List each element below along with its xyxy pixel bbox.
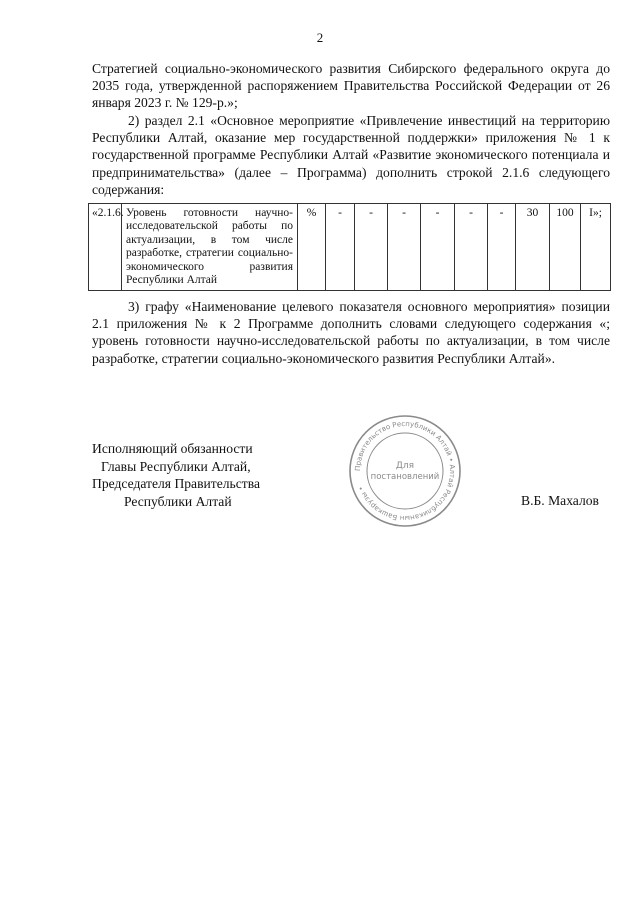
- unit-cell: %: [298, 204, 326, 291]
- position-line: Председателя Правительства: [92, 476, 260, 492]
- stamp-inner-ring: [367, 433, 443, 509]
- paragraph-section-2-1: [92, 112, 610, 198]
- value-cell: -: [355, 204, 388, 291]
- table-row: [89, 204, 611, 291]
- value-cell: I»;: [581, 204, 611, 291]
- paragraph-text: 3) графу «Наименование целевого показателя основного мероприятия» позиции 2.1 приложения № к 2 Программе дополнить словами следующего содержания «; уровень готовности научно-исследовательской работы по актуализации, в том числе разработке, стратегии социально-экономического развития Республики Алтай».: [92, 299, 610, 366]
- indicator-name-cell: Уровень готовности научно-исследовательской работы по актуализации, в том числе разработке, стратегии социально-экономического развития Республики Алтай: [122, 204, 298, 291]
- paragraph-text: Стратегией социально-экономического развития Сибирского федерального округа до 2035 года, утвержденной распоряжением Правительства Российской Федерации от 26 января 2023 г. № 129-р.»;: [92, 61, 610, 111]
- stamp-center-text: Для: [395, 461, 415, 471]
- value-cell: -: [455, 204, 488, 291]
- position-line: Исполняющий обязанности: [92, 441, 253, 456]
- value-cell: -: [326, 204, 355, 291]
- paragraph-column-amendment: [92, 298, 610, 367]
- signatory-position: [92, 440, 260, 510]
- row-number-cell: «2.1.6.: [89, 204, 122, 291]
- position-line: Республики Алтай: [124, 493, 232, 509]
- stamp-ring-text: Правительство Республики Алтай • Алтай Республиканын Башкарузы •: [353, 419, 457, 523]
- page-number: 2: [316, 30, 324, 45]
- indicator-table: [88, 203, 611, 291]
- signatory-name: В.Б. Махалов: [521, 493, 599, 508]
- position-line: Главы Республики Алтай,: [101, 458, 251, 474]
- value-cell: -: [388, 204, 421, 291]
- official-seal-stamp: [348, 414, 462, 528]
- value-cell: -: [421, 204, 455, 291]
- stamp-center-text: постановлений: [370, 472, 440, 482]
- value-cell: -: [488, 204, 516, 291]
- paragraph-text: 2) раздел 2.1 «Основное мероприятие «Привлечение инвестиций на территорию Республики Алтай, оказание мер государственной поддержки» приложения № 1 к государственной программе Республики Алтай «Развитие экономического потенциала и предпринимательства» (далее – Программа) дополнить строкой 2.1.6 следующего содержания:: [92, 113, 610, 197]
- paragraph-strategy-continuation: [92, 60, 610, 112]
- value-cell: 100: [550, 204, 581, 291]
- value-cell: 30: [516, 204, 550, 291]
